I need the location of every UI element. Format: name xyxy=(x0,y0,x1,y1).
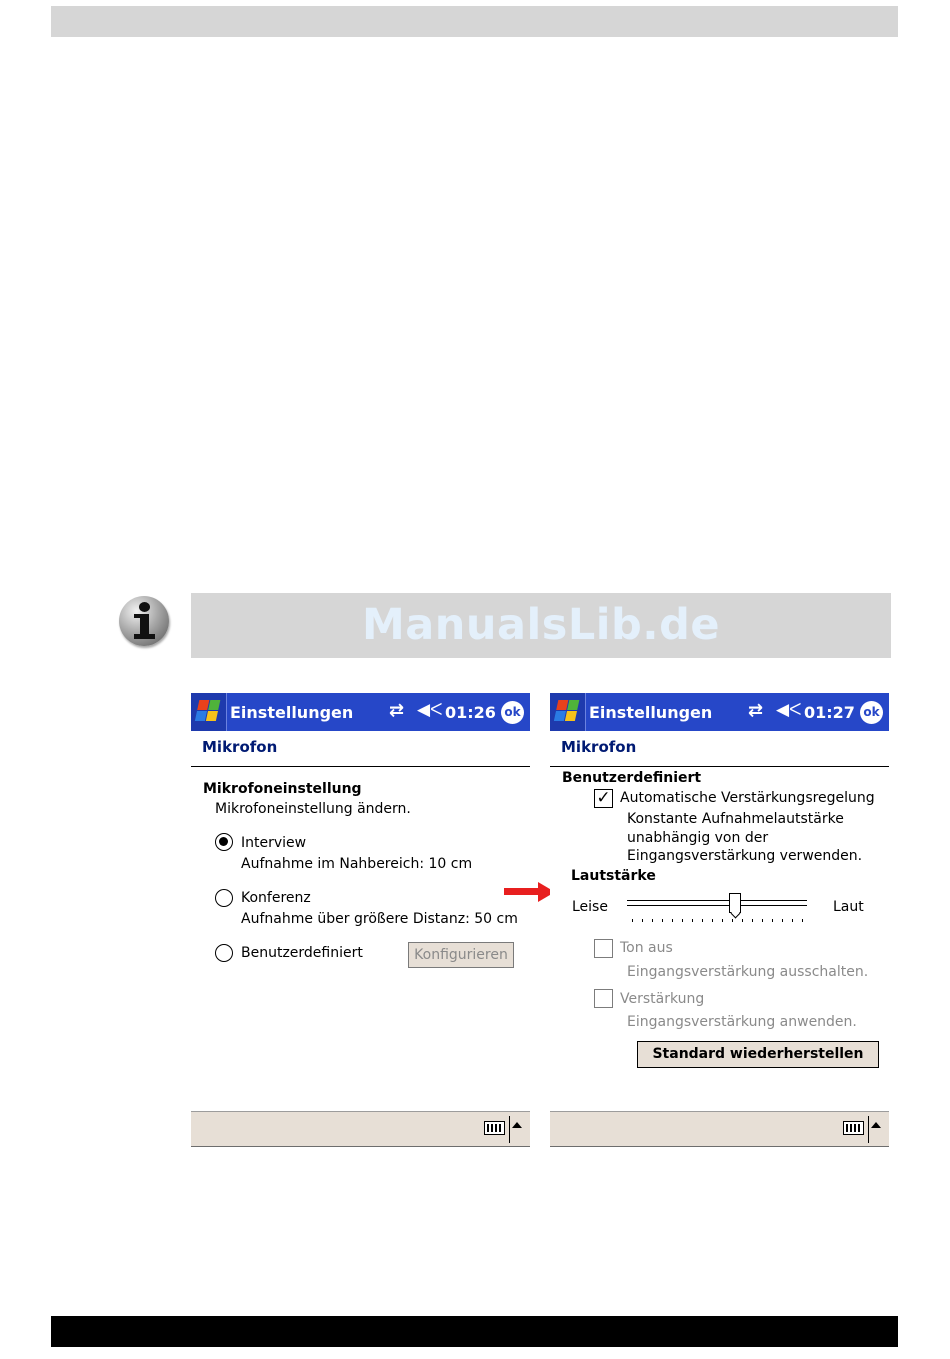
title-bar xyxy=(191,693,530,731)
note-band xyxy=(191,593,891,658)
agc-desc-line: unabhängig von der xyxy=(627,830,769,846)
volume-tick xyxy=(732,919,733,922)
option-label-konferenz[interactable]: Konferenz xyxy=(241,890,311,906)
gain-label[interactable]: Verstärkung xyxy=(620,991,705,1007)
connectivity-icon[interactable]: ⇄ xyxy=(748,700,764,721)
agc-checkbox[interactable]: ✓ xyxy=(594,789,613,808)
option-label-benutzerdefiniert[interactable]: Benutzerdefiniert xyxy=(241,945,363,961)
radio-interview[interactable] xyxy=(215,833,233,851)
section-description: Mikrofoneinstellung ändern. xyxy=(215,801,411,817)
mute-label[interactable]: Ton aus xyxy=(620,940,673,956)
input-menu-arrow-icon[interactable] xyxy=(871,1122,881,1128)
windows-start-icon xyxy=(195,700,222,722)
title-bar xyxy=(550,693,889,731)
restore-defaults-button[interactable]: Standard wiederherstellen xyxy=(637,1041,879,1068)
mute-desc: Eingangsverstärkung ausschalten. xyxy=(627,964,869,980)
gain-desc: Eingangsverstärkung anwenden. xyxy=(627,1014,857,1030)
speaker-mute-icon[interactable]: ◀ᐸ xyxy=(417,700,443,720)
red-arrow-icon xyxy=(504,888,542,895)
ok-button[interactable]: ok xyxy=(501,701,524,724)
volume-tick xyxy=(762,919,763,922)
configure-button[interactable]: Konfigurieren xyxy=(408,942,514,968)
menu-separator xyxy=(509,1116,510,1143)
header-divider xyxy=(550,766,889,767)
volume-tick xyxy=(772,919,773,922)
volume-tick xyxy=(642,919,643,922)
menu-bar xyxy=(191,1111,530,1147)
window-title: Einstellungen xyxy=(589,703,713,722)
volume-tick xyxy=(782,919,783,922)
volume-tick xyxy=(662,919,663,922)
volume-tick xyxy=(742,919,743,922)
section-title: Mikrofoneinstellung xyxy=(203,781,362,797)
volume-tick xyxy=(672,919,673,922)
volume-tick xyxy=(702,919,703,922)
volume-tick xyxy=(802,919,803,922)
section-title: Benutzerdefiniert xyxy=(562,770,702,786)
speaker-mute-icon[interactable]: ◀ᐸ xyxy=(776,700,802,720)
window-title: Einstellungen xyxy=(230,703,354,722)
volume-tick xyxy=(652,919,653,922)
radio-benutzerdefiniert[interactable] xyxy=(215,944,233,962)
menu-separator xyxy=(868,1116,869,1143)
info-icon xyxy=(119,596,169,646)
radio-konferenz[interactable] xyxy=(215,889,233,907)
mikrofon-screen-left xyxy=(191,693,530,1147)
volume-tick xyxy=(692,919,693,922)
agc-desc-line: Konstante Aufnahmelautstärke xyxy=(627,811,844,827)
input-menu-arrow-icon[interactable] xyxy=(512,1122,522,1128)
option-desc-konferenz: Aufnahme über größere Distanz: 50 cm xyxy=(241,911,518,927)
gain-checkbox[interactable] xyxy=(594,989,613,1008)
volume-max-label: Laut xyxy=(833,899,864,915)
volume-slider[interactable] xyxy=(627,900,807,906)
page-title: Mikrofon xyxy=(202,738,278,756)
volume-tick xyxy=(752,919,753,922)
volume-tick xyxy=(712,919,713,922)
page-header-bar xyxy=(51,6,898,37)
clock[interactable]: 01:27 xyxy=(804,703,855,722)
watermark: ManualsLib.de xyxy=(361,600,721,650)
start-button[interactable] xyxy=(550,693,586,731)
option-label-interview[interactable]: Interview xyxy=(241,835,307,851)
option-desc-interview: Aufnahme im Nahbereich: 10 cm xyxy=(241,856,473,872)
volume-slider-thumb[interactable] xyxy=(729,893,741,913)
clock[interactable]: 01:26 xyxy=(445,703,496,722)
mikrofon-screen-right xyxy=(550,693,889,1147)
keyboard-icon[interactable] xyxy=(484,1121,505,1135)
volume-tick xyxy=(632,919,633,922)
page-footer-bar xyxy=(51,1316,898,1347)
keyboard-icon[interactable] xyxy=(843,1121,864,1135)
volume-tick xyxy=(722,919,723,922)
menu-bar xyxy=(550,1111,889,1147)
volume-title: Lautstärke xyxy=(571,868,656,884)
start-button[interactable] xyxy=(191,693,227,731)
connectivity-icon[interactable]: ⇄ xyxy=(389,700,405,721)
agc-desc-line: Eingangsverstärkung verwenden. xyxy=(627,848,863,864)
ok-button[interactable]: ok xyxy=(860,701,883,724)
volume-tick xyxy=(792,919,793,922)
mute-checkbox[interactable] xyxy=(594,939,613,958)
windows-start-icon xyxy=(554,700,581,722)
volume-min-label: Leise xyxy=(572,899,608,915)
agc-label[interactable]: Automatische Verstärkungsregelung xyxy=(620,790,875,806)
volume-tick xyxy=(682,919,683,922)
page-title: Mikrofon xyxy=(561,738,637,756)
header-divider xyxy=(191,766,530,767)
